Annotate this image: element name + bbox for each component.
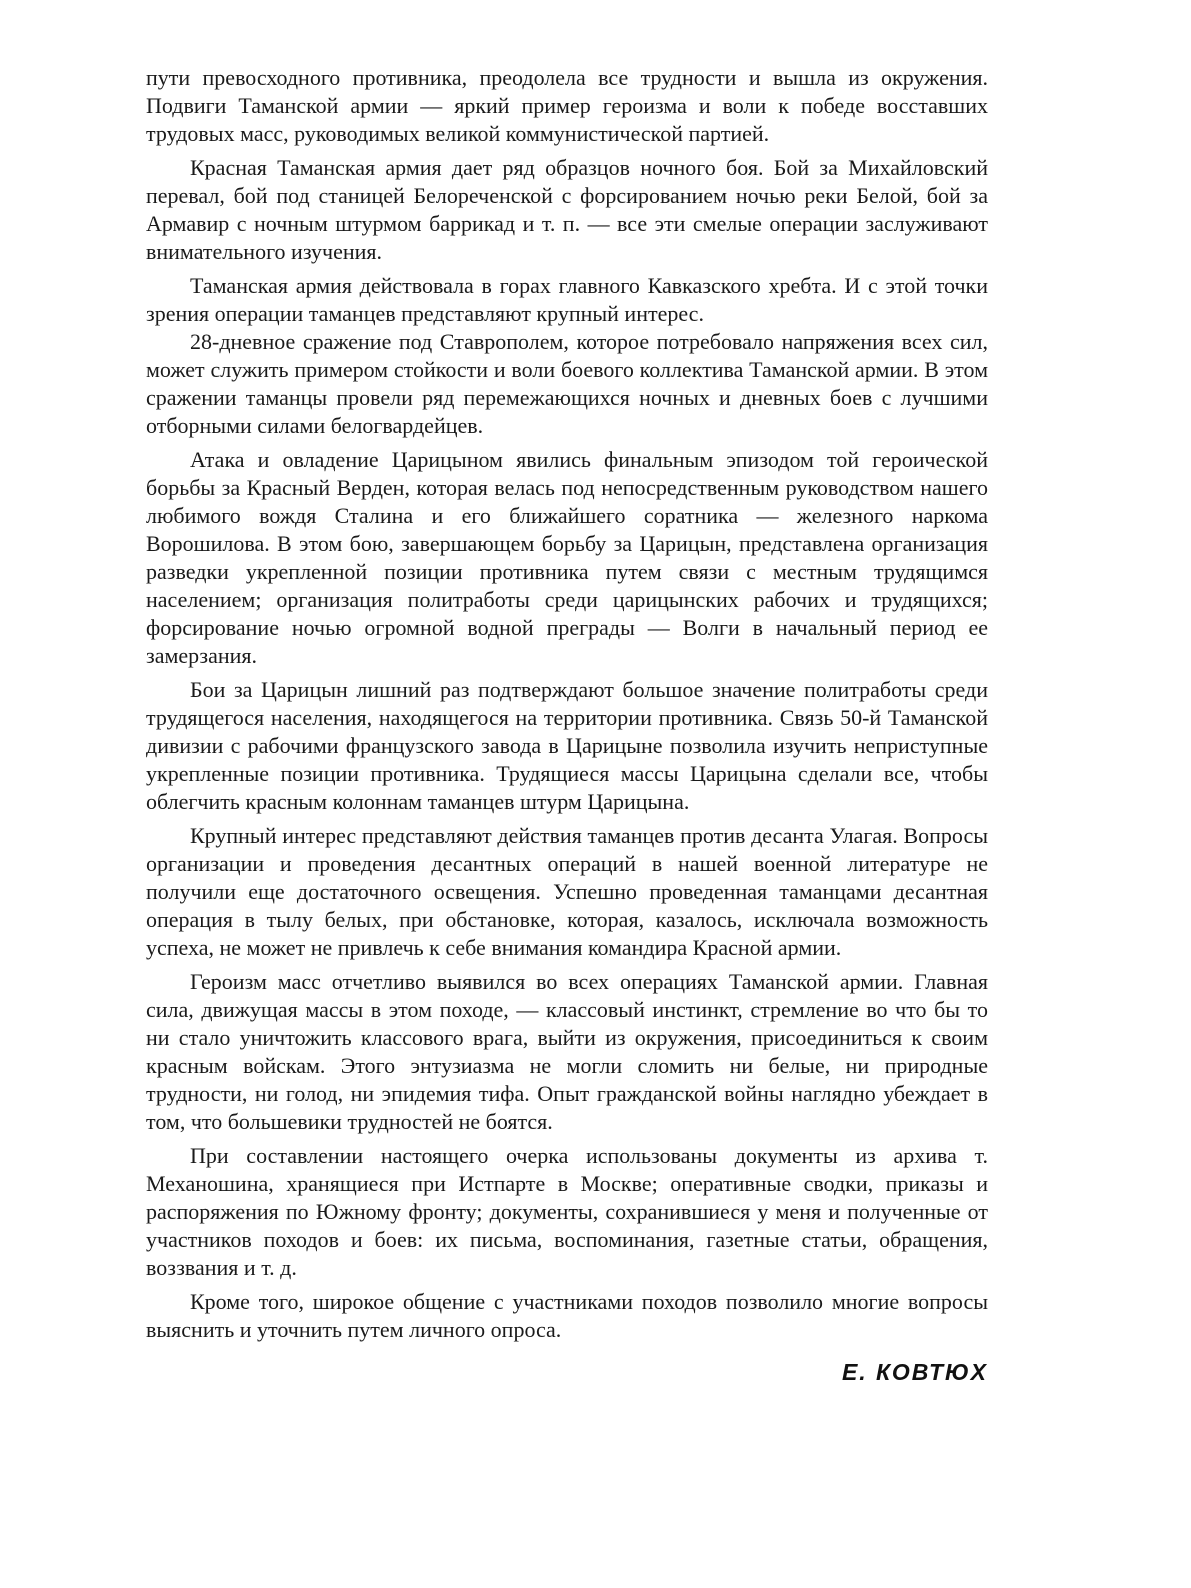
paragraph-3: Таманская армия действовала в горах главного Кавказского хребта. И с этой точки зрения операции таманцев представляют крупный интерес. — [146, 273, 988, 326]
paragraph-7: Крупный интерес представляют действия таманцев против десанта Улагая. Вопросы организации и проведения десантных операций в нашей военной литературе не получили еще достаточного освещения. Успешно проведенная таманцами десантная операция в тылу белых, при обстановке, которая, казалось, исключала возможность успеха, не может не привлечь к себе внимания командира Красной армии. — [146, 823, 988, 960]
paragraph-1: пути превосходного противника, преодолела все трудности и вышла из окружения. Подвиги Таманской армии — яркий пример героизма и воли к победе восставших трудовых масс, руководимых великой коммунистической партией. — [146, 65, 988, 146]
paragraph-9: При составлении настоящего очерка использованы документы из архива т. Механошина, хранящиеся при Истпарте в Москве; оперативные сводки, приказы и распоряжения по Южному фронту; документы, сохранившиеся у меня и полученные от участников походов и боев: их письма, воспоминания, газетные статьи, обращения, воззвания и т. д. — [146, 1143, 988, 1280]
paragraph-6: Бои за Царицын лишний раз подтверждают большое значение политработы среди трудящегося населения, находящегося на территории противника. Связь 50-й Таманской дивизии с рабочими французского завода в Царицыне позволила изучить неприступные укрепленные позиции противника. Трудящиеся массы Царицына сделали все, чтобы облегчить красным колоннам таманцев штурм Царицына. — [146, 677, 988, 814]
paragraph-2: Красная Таманская армия дает ряд образцов ночного боя. Бой за Михайловский перевал, бой под станицей Белореченской с форсированием ночью реки Белой, бой за Армавир с ночным штурмом баррикад и т. п. — все эти смелые операции заслуживают внимательного изучения. — [146, 155, 988, 264]
document-page — [146, 64, 988, 1386]
paragraph-4: 28-дневное сражение под Ставрополем, которое потребовало напряжения всех сил, может служить примером стойкости и воли боевого коллектива Таманской армии. В этом сражении таманцы провели ряд перемежающихся ночных и дневных боев с лучшими отборными силами белогвардейцев. — [146, 329, 988, 438]
paragraph-10: Кроме того, широкое общение с участниками походов позволило многие вопросы выяснить и уточнить путем личного опроса. — [146, 1289, 988, 1342]
author-signature: Е. КОВТЮХ — [841, 1359, 988, 1385]
paragraph-5: Атака и овладение Царицыном явились финальным эпизодом той героической борьбы за Красный Верден, которая велась под непосредственным руководством нашего любимого вождя Сталина и его ближайшего соратника — железного наркома Ворошилова. В этом бою, завершающем борьбу за Царицын, представлена организация разведки укрепленной позиции противника путем связи с местным трудящимся населением; организация политработы среди царицынских рабочих и трудящихся; форсирование ночью огромной водной преграды — Волги в начальный период ее замерзания. — [146, 447, 988, 668]
paragraph-8: Героизм масс отчетливо выявился во всех операциях Таманской армии. Главная сила, движущая массы в этом походе, — классовый инстинкт, стремление во что бы то ни стало уничтожить классового врага, выйти из окружения, присоединиться к своим красным войскам. Этого энтузиазма не могли сломить ни белые, ни природные трудности, ни голод, ни эпидемия тифа. Опыт гражданской войны наглядно убеждает в том, что большевики трудностей не боятся. — [146, 969, 988, 1134]
